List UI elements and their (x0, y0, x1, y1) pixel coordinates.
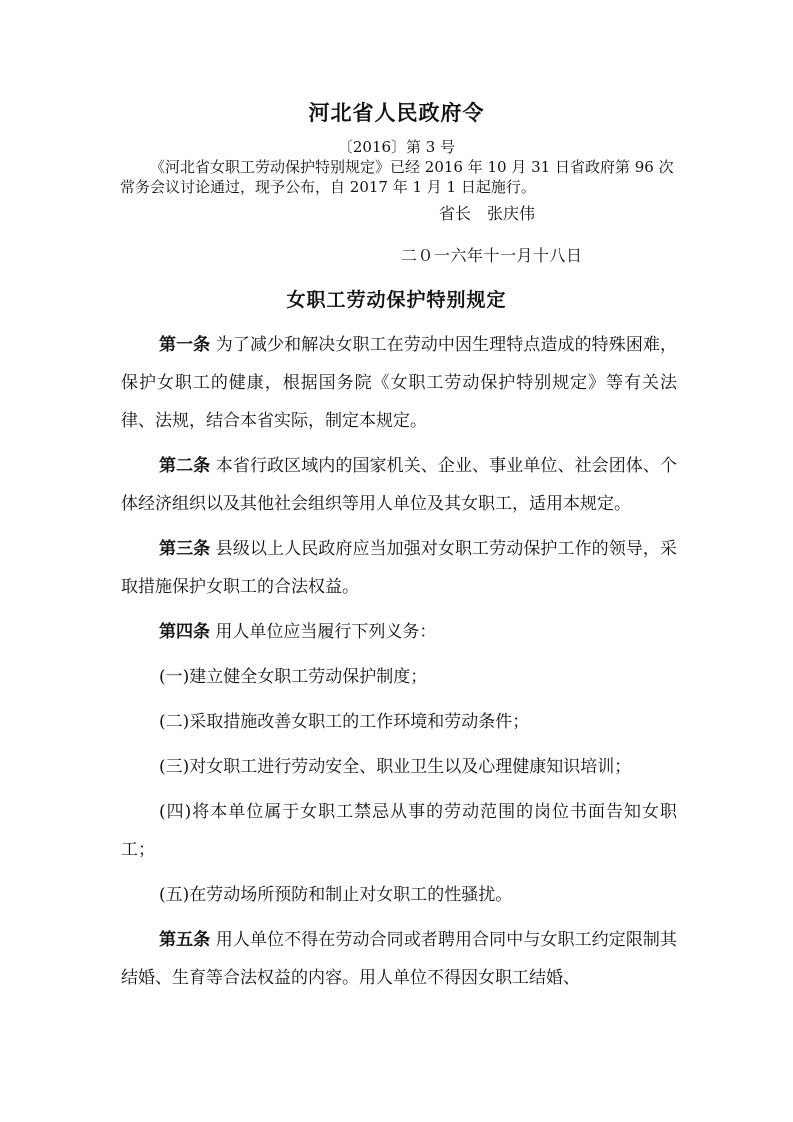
decree-number: 〔2016〕第 3 号 (337, 138, 456, 156)
list-item-3 (121, 748, 677, 786)
regulation-body (121, 326, 677, 997)
article-4 (121, 613, 677, 651)
article-text: 本省行政区域内的国家机关、企业、事业单位、社会团体、个体经济组织以及其他社会组织等用人单位及其女职工，适用本规定。 (121, 456, 678, 514)
article-text: 为了减少和解决女职工在劳动中因生理特点造成的特殊困难，保护女职工的健康，根据国务院《女职工劳动保护特别规定》等有关法律、法规，结合本省实际，制定本规定。 (121, 335, 678, 431)
list-item-text: (五)在劳动场所预防和制止对女职工的性骚扰。 (159, 885, 513, 905)
regulation-title: 女职工劳动保护特别规定 (286, 289, 507, 311)
list-item-text: (一)建立健全女职工劳动保护制度； (159, 667, 428, 687)
article-label: 第一条 (159, 335, 211, 355)
article-text: 用人单位不得在劳动合同或者聘用合同中与女职工约定限制其结婚、生育等合法权益的内容。用人单位不得因女职工结婚、 (121, 930, 678, 988)
decree-date: 二０一六年十一月十八日 (401, 246, 583, 265)
article-5 (121, 921, 677, 997)
decree-body: 《河北省女职工劳动保护特别规定》已经 2016 年 10 月 31 日省政府第 96 次常务会议讨论通过，现予公布，自 2017 年 1 月 1 日起施行。 (120, 158, 674, 196)
decree-title: 河北省人民政府令 (308, 100, 485, 125)
article-text: 用人单位应当履行下列义务： (215, 622, 437, 642)
article-label: 第三条 (159, 539, 211, 559)
list-item-5 (121, 876, 677, 914)
article-2 (121, 447, 677, 523)
decree-signer: 省长 张庆伟 (439, 204, 536, 223)
article-text: 县级以上人民政府应当加强对女职工劳动保护工作的领导，采取措施保护女职工的合法权益。 (121, 539, 678, 597)
article-label: 第五条 (159, 930, 211, 950)
article-3 (121, 530, 677, 606)
article-label: 第二条 (159, 456, 211, 476)
list-item-text: (二)采取措施改善女职工的工作环境和劳动条件； (159, 712, 530, 732)
list-item-2 (121, 703, 677, 741)
article-1 (121, 326, 677, 440)
article-label: 第四条 (159, 622, 210, 642)
list-item-4 (121, 793, 677, 869)
list-item-text: (四)将本单位属于女职工禁忌从事的劳动范围的岗位书面告知女职工； (121, 802, 677, 860)
list-item-text: (三)对女职工进行劳动安全、职业卫生以及心理健康知识培训； (159, 757, 632, 777)
list-item-1 (121, 658, 677, 696)
